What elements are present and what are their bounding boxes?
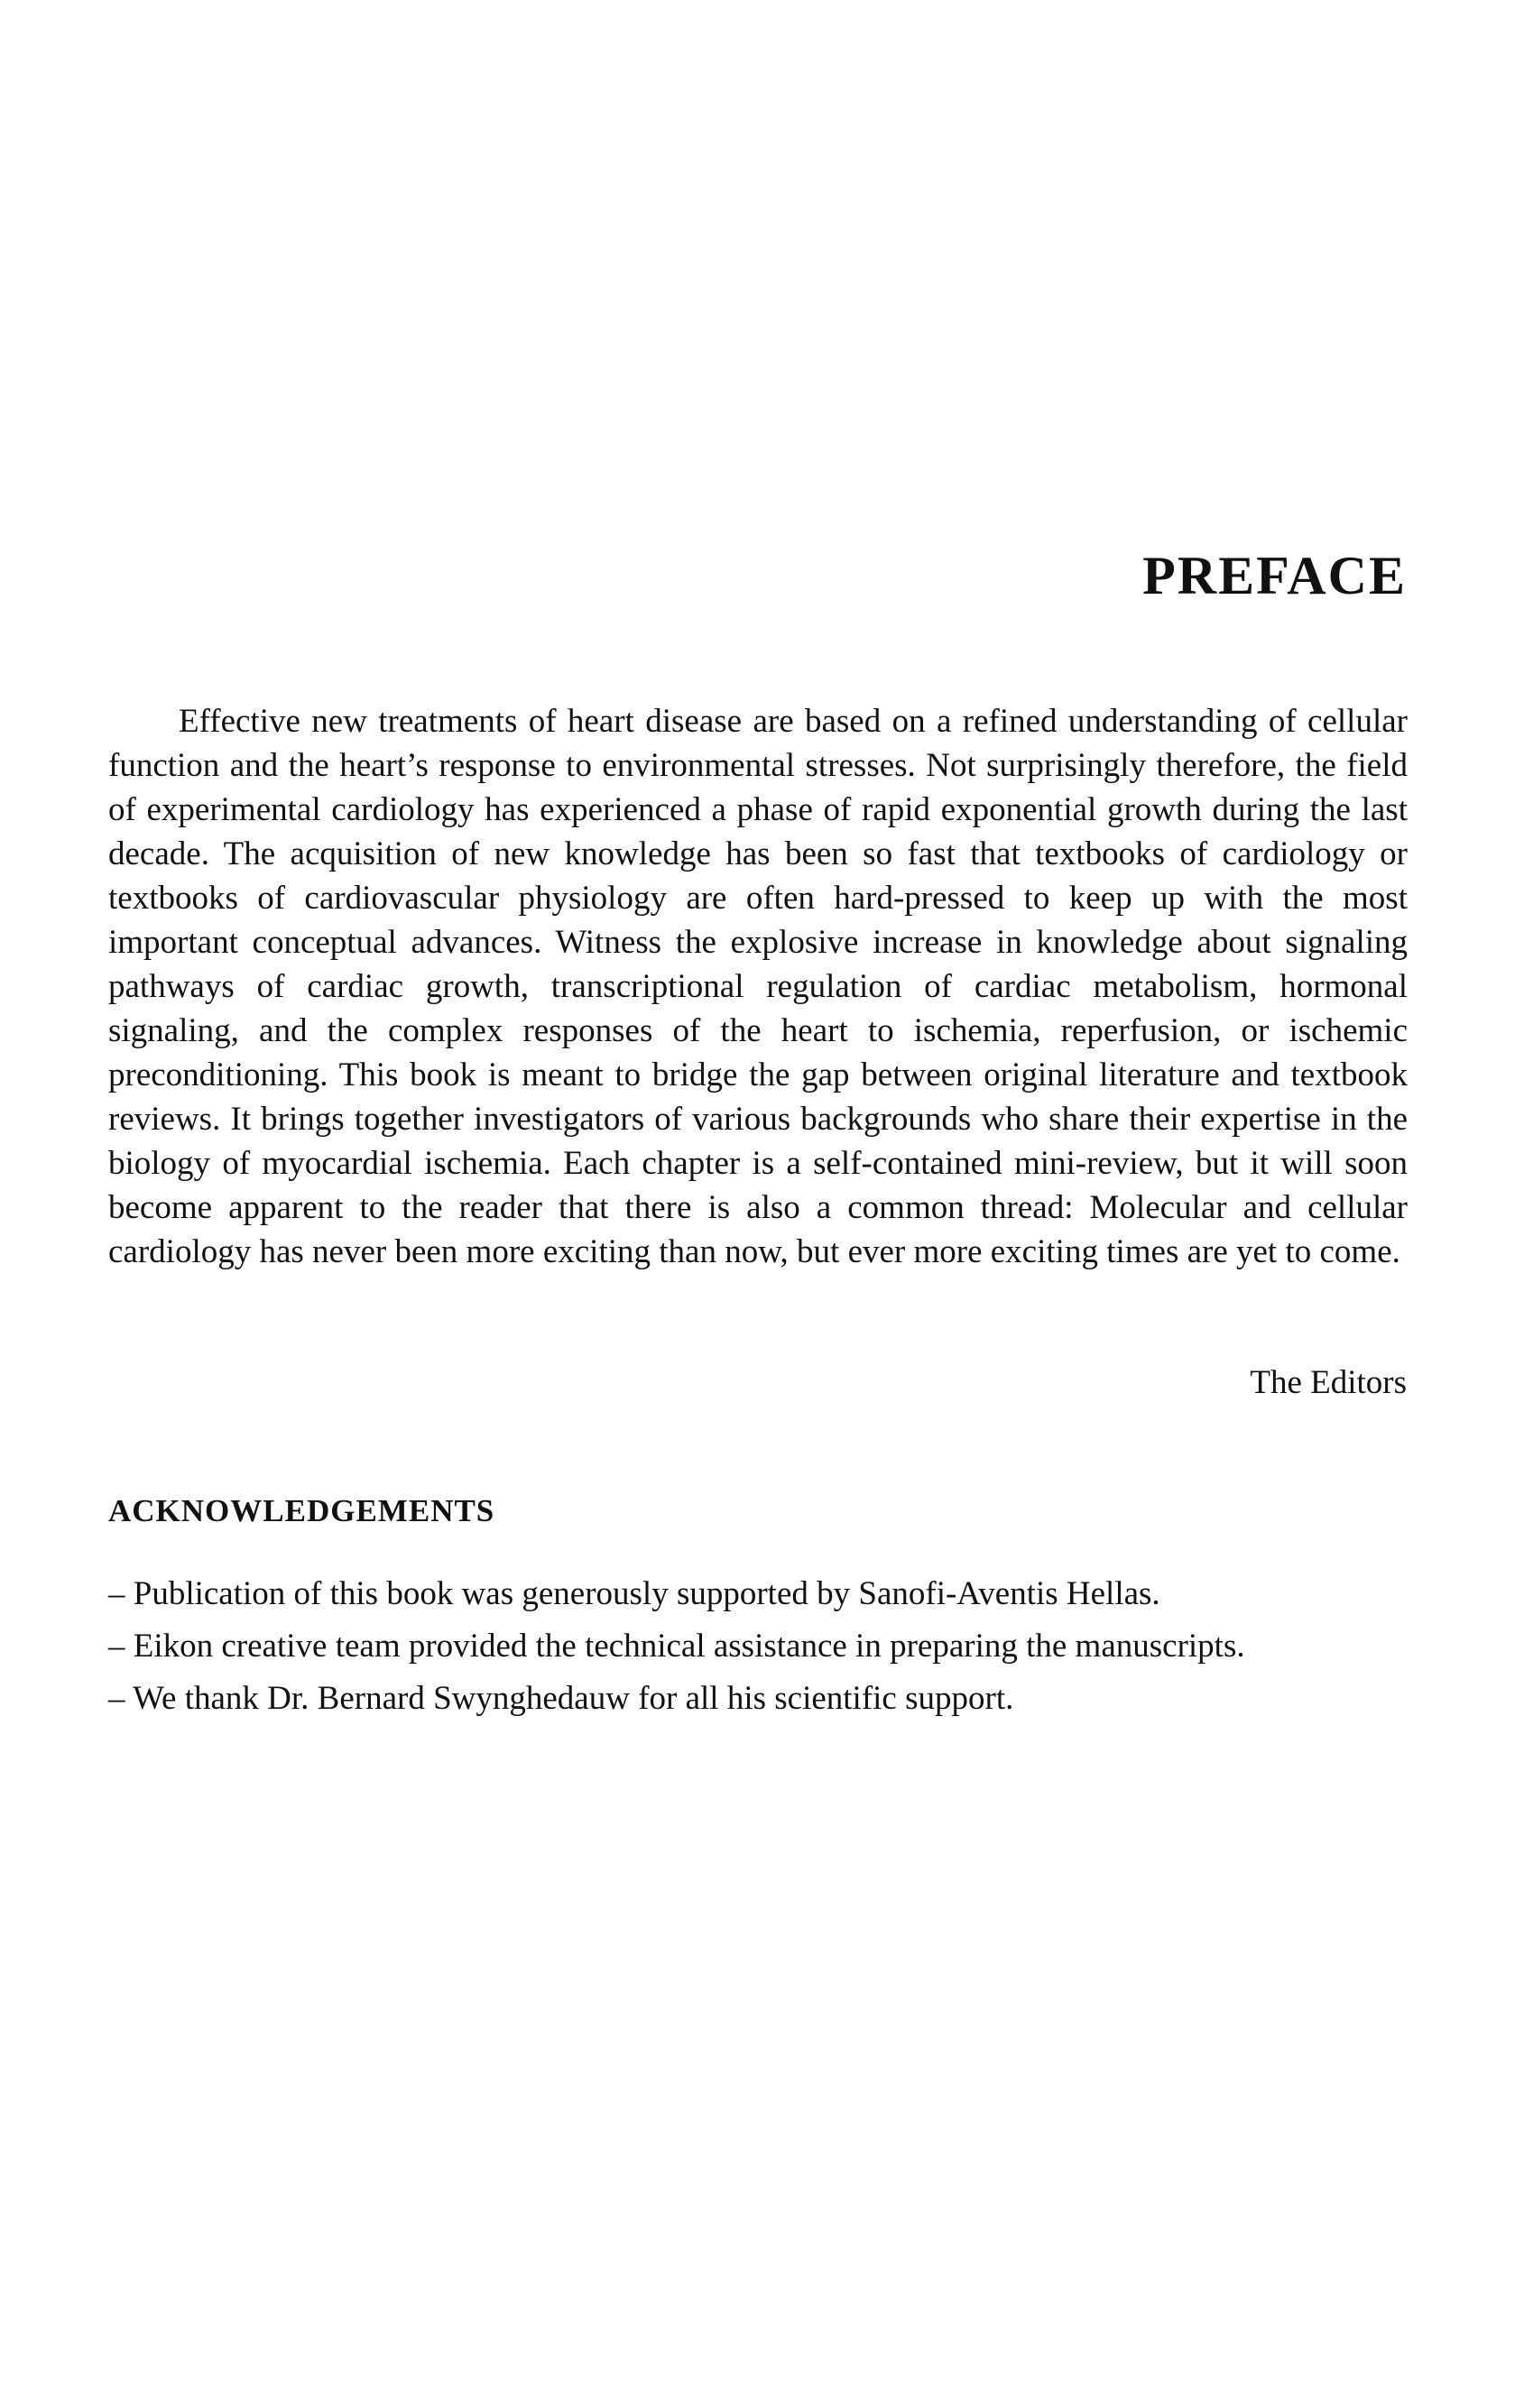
acknowledgement-item: – We thank Dr. Bernard Swynghedauw for all his scientific support. (108, 1680, 1014, 1717)
acknowledgements-heading: ACKNOWLEDGEMENTS (108, 1493, 495, 1528)
acknowledgement-item: – Publication of this book was generously supported by Sanofi-Aventis Hellas. (108, 1575, 1160, 1612)
preface-signature: The Editors (1250, 1364, 1407, 1401)
preface-body: Effective new treatments of heart disease are based on a refined understanding of cellular function and the heart’s response to environmental stresses. Not surprisingly therefore, the field of experimental cardiology has experienced a phase of rapid exponential growth during the last decade. The acquisition of new knowledge has been so fast that textbooks of cardiology or textbooks of cardiovascular physiology are often hard-pressed to keep up with the most important conceptual advances. Witness the explosive increase in knowledge about signaling pathways of cardiac growth, transcriptional regulation of cardiac metabolism, hormonal signaling, and the complex responses of the heart to ischemia, reperfusion, or ischemic preconditioning. This book is meant to bridge the gap between original literature and textbook reviews. It brings together investigators of various backgrounds who share their expertise in the biology of myocardial ischemia. Each chapter is a self-contained mini-review, but it will soon become apparent to the reader that there is also a common thread: Molecular and cellular cardiology has never been more exciting than now, but ever more exciting times are yet to come. (108, 703, 1408, 1270)
acknowledgements-list (108, 1568, 1408, 1725)
preface-title: PREFACE (1142, 546, 1407, 605)
acknowledgement-item: – Eikon creative team provided the technical assistance in preparing the manuscripts. (108, 1628, 1245, 1665)
